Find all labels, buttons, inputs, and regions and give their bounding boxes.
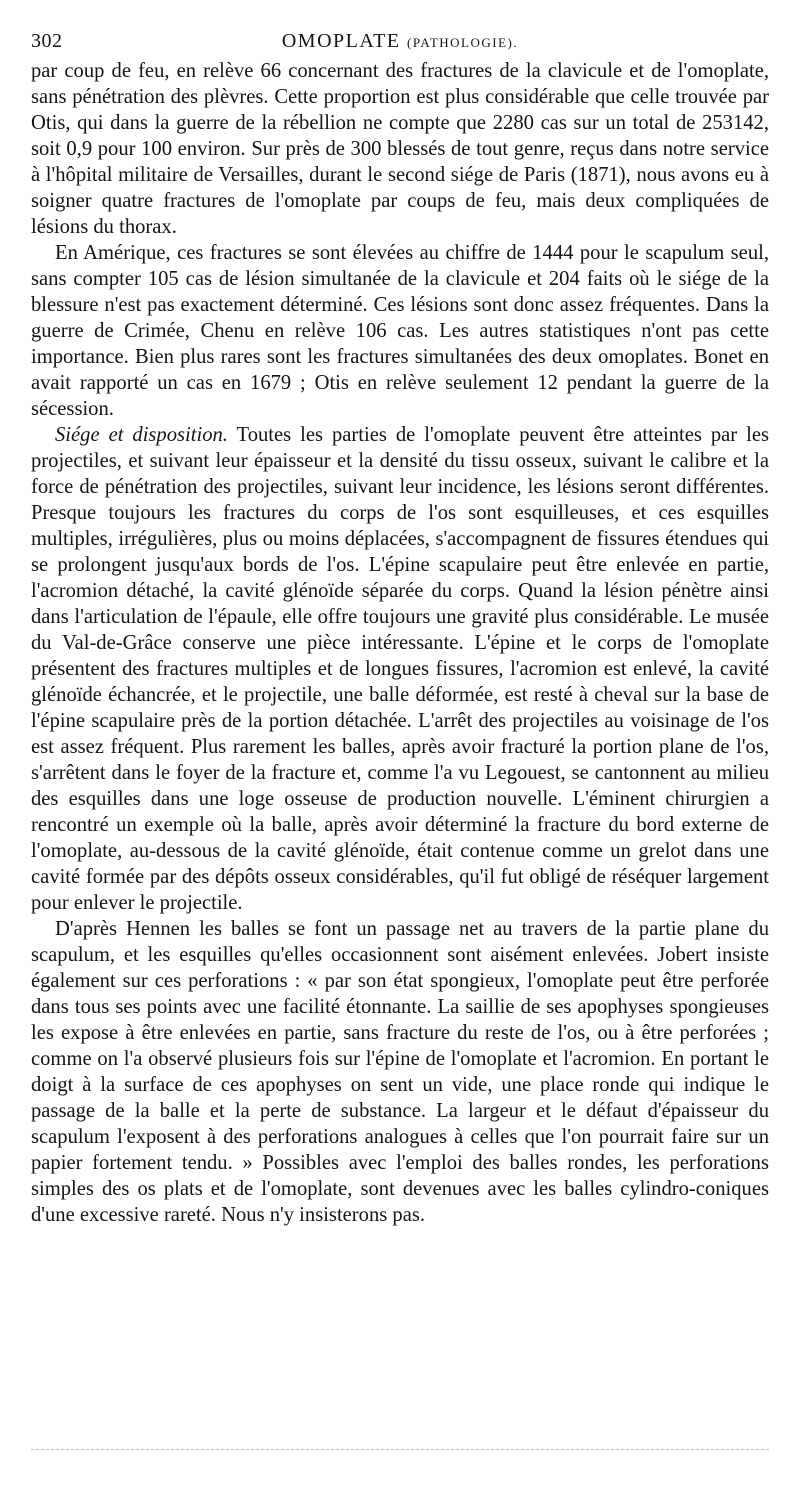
- paragraph-2: [31, 240, 769, 422]
- page: [31, 24, 769, 1228]
- paragraph-3: [31, 422, 769, 916]
- paragraph-1: [31, 58, 769, 240]
- paragraph-3-text: Toutes les parties de l'omoplate peuvent être atteintes par les projectiles, et suivant leur épaisseur et la densité du tissu osseux, suivant le calibre et la force de pénétration des projectiles, suivant leur incidence, les lésions seront différentes. Presque toujours les fractures du corps de l'os sont esquilleuses, et ces esquilles multiples, irrégulières, plus ou moins déplacées, s'accompagnent de fissures étendues qui se prolongent jusqu'aux bords de l'os. L'épine scapulaire peut être enlevée en partie, l'acromion détaché, la cavité glénoïde séparée du corps. Quand la lésion pénètre ainsi dans l'articulation de l'épaule, elle offre toujours une gravité plus considérable. Le musée du Val-de-Grâce conserve une pièce intéressante. L'épine et le corps de l'omoplate présentent des fractures multiples et de longues fissures, l'acromion est enlevé, la cavité glénoïde échancrée, et le projectile, une balle déformée, est resté à cheval sur la base de l'épine scapulaire près de la portion détachée. L'arrêt des projectiles au voisinage de l'os est assez fréquent. Plus rarement les balles, après avoir fracturé la portion plane de l'os, s'arrêtent dans le foyer de la fracture et, comme l'a vu Legouest, se cantonnent au milieu des esquilles dans une loge osseuse de production nouvelle. L'éminent chirurgien a rencontré un exemple où la balle, après avoir déterminé la fracture du bord externe de l'omoplate, au-dessous de la cavité glénoïde, était contenue comme un grelot dans une cavité formée par des dépôts osseux considérables, qu'il fut obligé de réséquer largement pour enlever le projectile.: [31, 424, 769, 914]
- footer-rule: [31, 1449, 769, 1450]
- running-head: [31, 24, 769, 58]
- paragraph-3-heading: Siége et disposition.: [55, 424, 228, 446]
- paragraph-1-text: par coup de feu, en relève 66 concernant des fractures de la clavicule et de l'omoplate, sans pénétration des plèvres. Cette proportion est plus considérable que celle trouvée par Otis, qui dans la guerre de la rébellion ne compte que 2280 cas sur un total de 253142, soit 0,9 pour 100 environ. Sur près de 300 blessés de tout genre, reçus dans notre service à l'hôpital militaire de Versailles, durant le second siége de Paris (1871), nous avons eu à soigner quatre fractures de l'omoplate par coups de feu, mais deux compliquées de lésions du thorax.: [31, 60, 769, 238]
- paragraph-2-text: En Amérique, ces fractures se sont élevées au chiffre de 1444 pour le scapulum seul, sans compter 105 cas de lésion simultanée de la clavicule et 204 faits où le siége de la blessure n'est pas exactement déterminé. Ces lésions sont donc assez fréquentes. Dans la guerre de Crimée, Chenu en relève 106 cas. Les autres statistiques n'ont pas cette importance. Bien plus rares sont les fractures simultanées des deux omoplates. Bonet en avait rapporté un cas en 1679 ; Otis en relève seulement 12 pendant la guerre de la sécession.: [31, 242, 769, 420]
- body-text: [31, 58, 769, 1228]
- running-title: [31, 24, 769, 60]
- running-title-section: (PATHOLOGIE).: [407, 35, 519, 50]
- paragraph-4-text: D'après Hennen les balles se font un passage net au travers de la partie plane du scapulum, et les esquilles qu'elles occasionnent sont aisément enlevées. Jobert insiste également sur ces perforations : « par son état spongieux, l'omoplate peut être perforée dans tous ses points avec une facilité étonnante. La saillie de ses apophyses spongieuses les expose à être enlevées en partie, sans fracture du reste de l'os, ou à être perforées ; comme on l'a observé plusieurs fois sur l'épine de l'omoplate et l'acromion. En portant le doigt à la surface de ces apophyses on sent un vide, une place ronde qui indique le passage de la balle et la perte de substance. La largeur et le défaut d'épaisseur du scapulum l'exposent à des perforations analogues à celles que l'on pourrait faire sur un papier fortement tendu. » Possibles avec l'emploi des balles rondes, les perforations simples des os plats et de l'omoplate, sont devenues avec les balles cylindro-coniques d'une excessive rareté. Nous n'y insisterons pas.: [31, 918, 769, 1226]
- running-title-main: OMOPLATE: [281, 30, 401, 52]
- page-number: 302: [31, 30, 63, 52]
- paragraph-4: [31, 916, 769, 1228]
